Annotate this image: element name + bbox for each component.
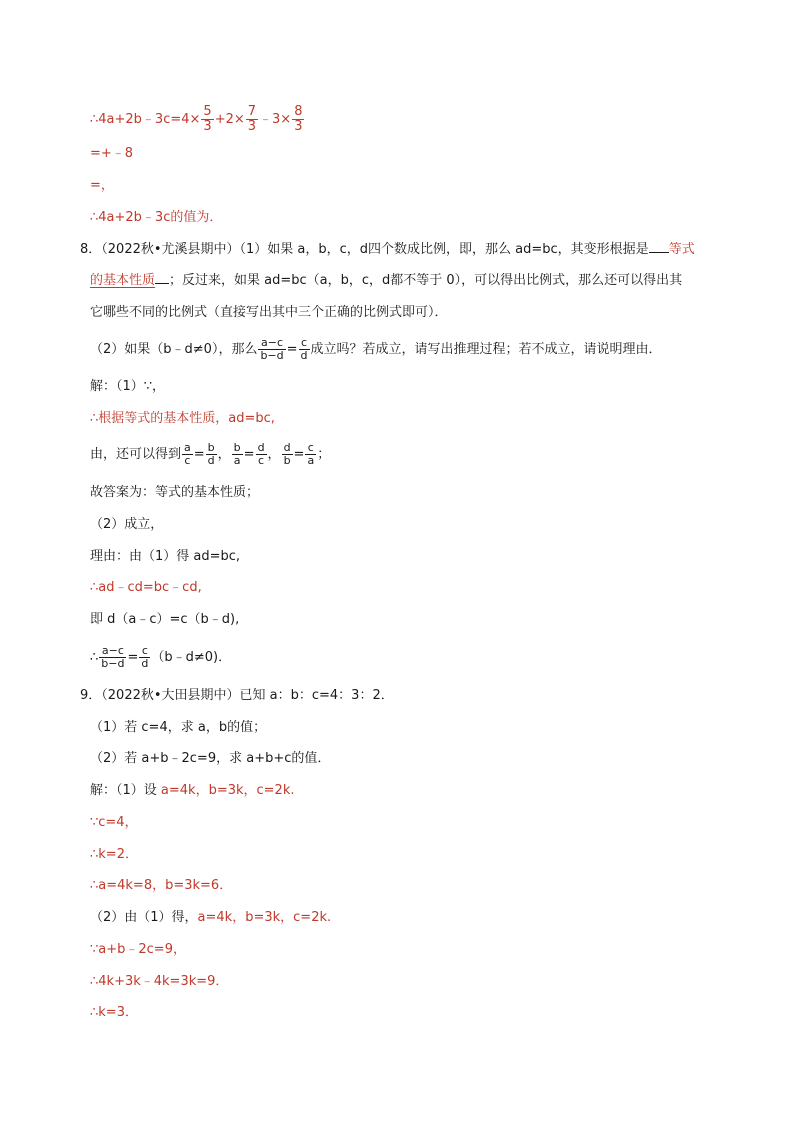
question-9-solution-4: ∴a=4k=8，b=3k=6． — [90, 878, 233, 893]
fraction-b-d: $\frac{b}{d}$ — [207, 441, 215, 467]
question-9-solution-7: ∴4k+3k﹣4k=3k=9． — [90, 974, 229, 989]
question-9-solution-3: ∴k=2． — [90, 847, 138, 862]
fraction-a-c-over-b-d-final: $\frac{a-c}{b-d}$ — [101, 644, 125, 670]
fraction-c-a: $\frac{c}{a}$ — [307, 441, 315, 467]
fraction-d-b: $\frac{d}{b}$ — [283, 441, 291, 467]
question-9-header: 9．（2022秋•大田县期中）已知 a：b：c=4：3：2． — [80, 688, 394, 703]
expression-prefix: ∴4a+2b﹣3c=4× — [90, 112, 201, 127]
fraction-8-3: $\frac{8}{3}$ — [294, 104, 303, 134]
question-9-part-2: （2）若 a+b﹣2c=9，求 a+b+c的值． — [90, 751, 331, 766]
question-9-solution-6: ∵a+b﹣2c=9， — [90, 942, 186, 957]
question-8-solution-6: 理由：由（1）得 ad=bc, — [90, 549, 241, 564]
question-9-part-1: （1）若 c=4，求 a，b的值； — [90, 720, 267, 735]
question-8-line-2: 的基本性质 ；反过来，如果 ad=bc（a，b，c，d都不等于 0），可以得出比例式，那么还可以得出其 — [90, 273, 683, 288]
question-8-solution-3: 由，还可以得到 $\frac{a}{c}$ = $\frac{b}{d}$ ， $\frac{b}{a}$ = $\frac{d}{c}$ ， $\frac{d}{b}$ = $\frac{c}{a}$ ； — [90, 441, 331, 467]
fraction-d-c: $\frac{d}{c}$ — [257, 441, 265, 467]
question-9-solution-1: 解：（1）设 a=4k，b=3k，c=2k. — [90, 783, 295, 798]
question-8-solution-9: ∴ $\frac{a-c}{b-d}$ = $\frac{c}{d}$ （b﹣d≠0)． — [90, 644, 232, 670]
question-8-solution-4: 故答案为：等式的基本性质； — [90, 485, 260, 500]
fraction-a-c-over-b-d: $\frac{a-c}{b-d}$ — [260, 336, 284, 362]
fraction-c-over-d: $\frac{c}{d}$ — [300, 336, 308, 362]
solution-line-4: ∴4a+2b﹣3c的值为． — [90, 210, 223, 225]
solution-line-3: =， — [90, 178, 114, 193]
question-8-solution-2: ∴根据等式的基本性质，ad=bc, — [90, 411, 275, 426]
question-8-line-3: 它哪些不同的比例式（直接写出其中三个正确的比例式即可）． — [90, 305, 448, 320]
question-8-header: 8．（2022秋•尤溪县期中）（1）如果 a，b，c，d四个数成比例，即，那么 ad=bc，其变形根据是 等式 — [80, 242, 695, 257]
question-8-solution-1: 解：（1）∵， — [90, 379, 166, 394]
question-8-solution-7: ∴ad﹣cd=bc﹣cd, — [90, 580, 202, 595]
solution-line-2: =+﹣8 — [90, 146, 134, 161]
fraction-7-3: $\frac{7}{3}$ — [247, 104, 257, 134]
question-8-solution-8: 即 d（a﹣c）=c（b﹣d), — [90, 612, 240, 627]
question-9-solution-8: ∴k=3． — [90, 1005, 138, 1020]
fraction-b-a: $\frac{b}{a}$ — [233, 441, 241, 467]
question-9-solution-5: （2）由（1）得，a=4k，b=3k，c=2k. — [90, 910, 332, 925]
solution-line-expression: ∴4a+2b﹣3c=4× $\frac{5}{3}$ +2× $\frac{7}{3}$ ﹣3× $\frac{8}{3}$ — [90, 104, 303, 134]
fraction-a-c: $\frac{a}{c}$ — [184, 441, 191, 467]
fraction-c-over-d-final: $\frac{c}{d}$ — [141, 644, 149, 670]
question-9-solution-2: ∵c=4， — [90, 815, 138, 830]
blank-answer: 等式 — [668, 242, 695, 257]
blank-answer-continued: 的基本性质 — [90, 273, 156, 288]
fraction-5-3: $\frac{5}{3}$ — [203, 104, 212, 134]
question-8-part-2: （2）如果（b﹣d≠0），那么 $\frac{a-c}{b-d}$ = $\frac{c}{d}$ 成立吗？若成立，请写出推理过程；若不成立，请说明理由． — [90, 336, 662, 362]
question-8-solution-5: （2）成立， — [90, 517, 164, 532]
